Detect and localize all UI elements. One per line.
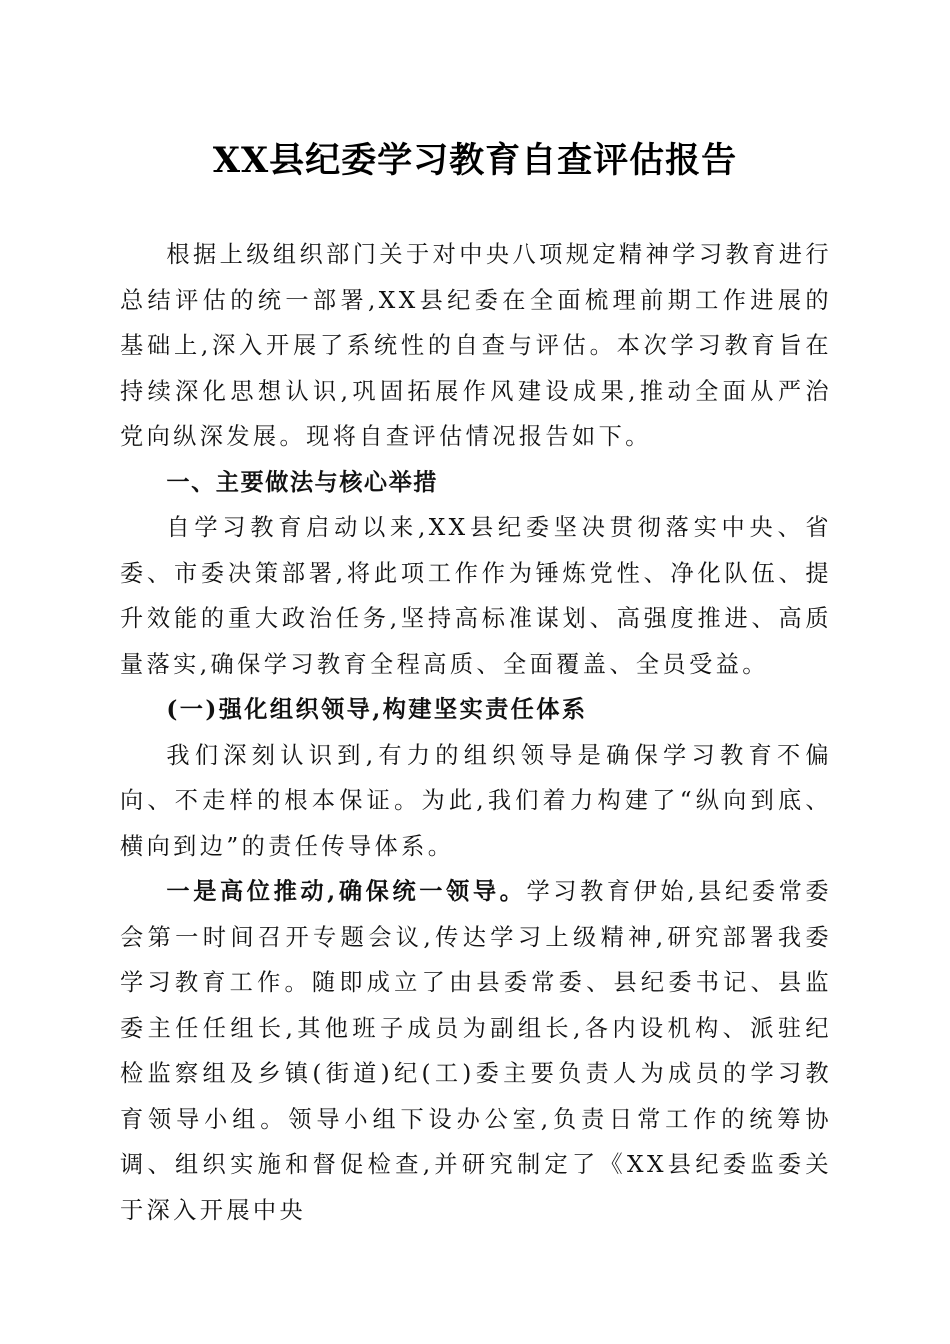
section-heading-1: 一、主要做法与核心举措: [166, 468, 438, 496]
section-1-paragraph: 自学习教育启动以来,XX县纪委坚决贯彻落实中央、省委、市委决策部署,将此项工作作为锤炼党性、净化队伍、提升效能的重大政治任务,坚持高标准谋划、高强度推进、高质量落实,确保学习教育全程高质、全面覆盖、全员受益。: [120, 514, 832, 678]
document-title: XX县纪委学习教育自查评估报告: [212, 140, 738, 181]
point-1-paragraph: [120, 869, 832, 1233]
subsection-heading-1: (一)强化组织领导,构建坚实责任体系: [166, 696, 588, 723]
intro-paragraph: 根据上级组织部门关于对中央八项规定精神学习教育进行总结评估的统一部署,XX县纪委在全面梳理前期工作进展的基础上,深入开展了系统性的自查与评估。本次学习教育旨在持续深化思想认识,巩固拓展作风建设成果,推动全面从严治党向纵深发展。现将自查评估情况报告如下。: [120, 241, 832, 450]
point-1-text: 学习教育伊始,县纪委常委会第一时间召开专题会议,传达学习上级精神,研究部署我委学习教育工作。随即成立了由县委常委、县纪委书记、县监委主任任组长,其他班子成员为副组长,各内设机构、派驻纪检监察组及乡镇(街道)纪(工)委主要负责人为成员的学习教育领导小组。领导小组下设办公室,负责日常工作的统筹协调、组织实施和督促检查,并研究制定了《XX县纪委监委关于深入开展中央: [120, 878, 833, 1224]
document-body: [120, 232, 832, 1233]
point-1-lead: 一是高位推动,确保统一领导。: [166, 878, 527, 905]
subsection-1-paragraph: 我们深刻认识到,有力的组织领导是确保学习教育不偏向、不走样的根本保证。为此,我们着力构建了“纵向到底、横向到边”的责任传导体系。: [120, 741, 832, 860]
